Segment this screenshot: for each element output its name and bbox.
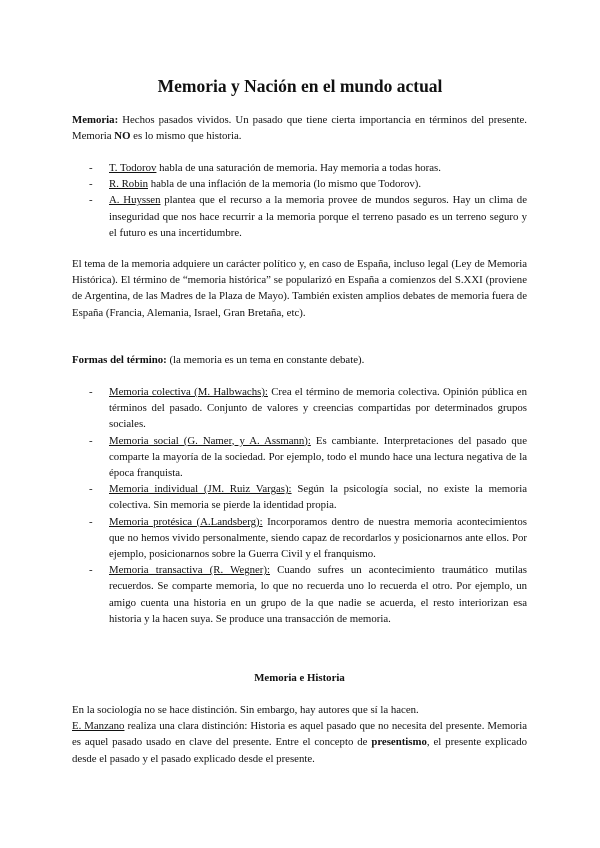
section2-line1: En la sociología no se hace distinción. Sin embargo, hay autores que sí la hacen. (72, 704, 419, 716)
author-name: A. Huyssen (109, 194, 161, 207)
list-text: habla de una saturación de memoria. Hay memoria a todas horas. (156, 162, 441, 174)
author-name: T. Todorov (109, 162, 157, 174)
political-paragraph (72, 256, 527, 321)
list-text: plantea que el recurso a la memoria provee de mundos seguros. Hay un clima de inseguridad que nos hace recurrir a la memoria porque el terreno pasado es un terreno seguro y el futuro es una incertidumbre. (109, 194, 527, 239)
list-item (72, 192, 527, 241)
section2-text-b: , el presente explicado desde el pasado y el pasado explicado desde el presente. (72, 736, 527, 765)
list-dash: - (89, 178, 93, 191)
intro-text-b: es lo mismo que historia. (130, 130, 242, 143)
forms-text: (la memoria es un tema en constante debate). (166, 354, 365, 366)
list-item (72, 384, 527, 433)
form-term: Memoria individual (JM. Ruiz Vargas): (109, 483, 292, 496)
list-dash: - (89, 386, 93, 398)
form-term: Memoria colectiva (M. Halbwachs): (109, 386, 268, 398)
form-term: Memoria social (G. Namer, y A. Assmann): (109, 434, 311, 447)
list-dash: - (89, 483, 93, 496)
author-name: R. Robin (109, 178, 148, 191)
section-heading-wrap (72, 670, 527, 686)
list-item (72, 433, 527, 482)
section2-body (72, 702, 527, 767)
forms-label: Formas del término: (72, 354, 167, 366)
list-dash: - (89, 434, 93, 447)
list-text: habla de una inflación de la memoria (lo mismo que Todorov). (148, 178, 422, 191)
list-item (72, 562, 527, 627)
section-heading: Memoria e Historia (254, 672, 345, 684)
list-text: Es cambiante. Interpretaciones del pasado que comparte la mayoría de la sociedad. Por ejemplo, todo el mundo hace una lectura negativa de la época franquista. (109, 434, 527, 480)
intro-text-bold: NO (114, 130, 131, 143)
section2-bold: presentismo (371, 736, 427, 749)
intro-label: Memoria: (72, 114, 119, 126)
list-dash: - (89, 194, 93, 207)
list-item (72, 176, 527, 192)
list-dash: - (89, 162, 93, 174)
authors-list (72, 160, 527, 241)
forms-list (72, 384, 527, 627)
forms-intro (72, 352, 527, 368)
form-term: Memoria transactiva (R. Wegner): (109, 564, 270, 577)
intro-text-a: Hechos pasados vividos. Un pasado que tiene cierta importancia en términos del presente. Memoria (72, 114, 527, 143)
section2-text-a: realiza una clara distinción: Historia es aquel pasado que no necesita del presente. Memoria es aquel pasado usado en clave del presente. Entre el concepto de (72, 720, 527, 749)
list-text: Incorporamos dentro de nuestra memoria acontecimientos que no hemos vivido personalmente, siendo capaz de recordarlos y posicionarnos ante ellos. Por ejemplo, posicionarnos sobre la Guerra Civil y el franquismo. (109, 515, 527, 561)
list-item (72, 160, 527, 176)
intro-paragraph (72, 112, 527, 144)
list-text: Según la psicología social, no existe la memoria colectiva. Sin memoria se pierde la identidad propia. (109, 483, 527, 512)
page-title: Memoria y Nación en el mundo actual (157, 76, 443, 96)
author-name: E. Manzano (72, 720, 125, 733)
list-item (72, 481, 527, 513)
political-text: El tema de la memoria adquiere un carácter político y, en caso de España, incluso legal (Ley de Memoria Histórica). El término de “memoria histórica” se popularizó en España a comienzos del S.XXI (proviene de Argentina, de las Madres de la Plaza de Mayo). También existen amplios debates de memoria fuera de España (Francia, Alemania, Israel, Gran Bretaña, etc). (72, 258, 527, 319)
list-dash: - (89, 564, 93, 577)
form-term: Memoria protésica (A.Landsberg): (109, 515, 263, 528)
list-text: Crea el término de memoria colectiva. Opinión pública en términos del pasado. Conjunto de valores y creencias compartidas por determinados grupos sociales. (109, 386, 527, 431)
list-text: Cuando sufres un acontecimiento traumático mutilas recuerdos. Se comparte memoria, lo que no recuerda uno lo recuerda el otro. Por ejemplo, un amigo cuenta una historia en un grupo de la que nadie se acuerda, el resto interiorizan esa historia y la hacen suya. Se produce una transacción de memoria. (109, 564, 527, 625)
list-item (72, 514, 527, 563)
list-dash: - (89, 515, 93, 528)
